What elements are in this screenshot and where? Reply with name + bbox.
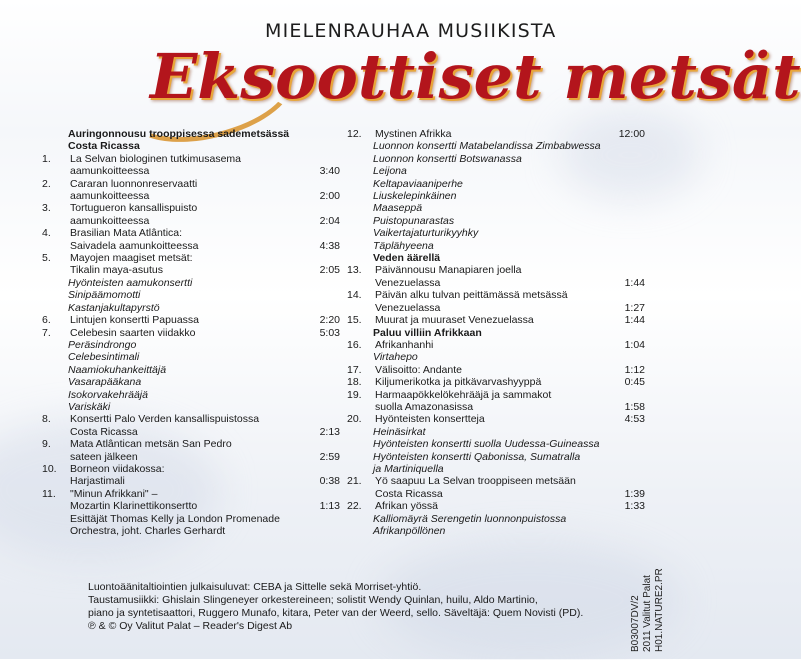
- tracklist-right-column: [345, 128, 645, 537]
- track-row: [345, 314, 645, 326]
- track-duration: [609, 389, 645, 401]
- track-number: 5.: [42, 252, 51, 265]
- track-subitem-text: Vasarapääkana: [68, 376, 142, 389]
- track-subitem-text: Hyönteisten aamukonsertti: [68, 276, 193, 289]
- track-number: 19.: [347, 388, 362, 401]
- track-number: [40, 264, 70, 276]
- track-title: Orchestra, joht. Charles Gerhardt: [70, 525, 226, 537]
- section-heading-text: Veden äärellä: [373, 252, 441, 265]
- track-subitem: [345, 240, 645, 252]
- track-subitem: [345, 153, 645, 165]
- track-number: 20.: [347, 413, 362, 426]
- track-title: sateen jälkeen: [70, 450, 138, 463]
- track-number: 6.: [42, 314, 51, 327]
- track-row: [40, 488, 340, 500]
- track-duration: 5:03: [319, 326, 340, 339]
- track-number: 16.: [347, 338, 362, 351]
- track-duration: [304, 513, 340, 525]
- tracklist-left-column: [40, 128, 340, 537]
- track-continuation-row: [40, 513, 340, 525]
- track-number: 11.: [42, 487, 56, 500]
- track-title: aamunkoitteessa: [70, 214, 150, 227]
- track-duration: [304, 413, 340, 425]
- track-title: Lintujen konsertti Papuassa: [70, 314, 199, 327]
- track-duration: 1:27: [624, 301, 645, 314]
- track-row: [345, 413, 645, 425]
- album-title: Eksoottiset metsät: [150, 40, 801, 113]
- track-duration: [304, 153, 340, 165]
- track-subitem: [345, 165, 645, 177]
- track-row: [40, 202, 340, 214]
- track-subitem-text: ja Martiniquella: [373, 462, 444, 475]
- track-continuation-row: [40, 426, 340, 438]
- series-subtitle: MIELENRAUHAA MUSIIKISTA: [265, 20, 557, 42]
- track-subitem: [345, 140, 645, 152]
- track-duration: [609, 289, 645, 301]
- track-number: [40, 240, 70, 252]
- track-subitem-text: Vaikertajaturturikyyhky: [373, 227, 479, 240]
- track-title: "Minun Afrikkani" –: [70, 487, 158, 500]
- track-subitem-text: Maaseppä: [373, 202, 423, 215]
- track-subitem-text: Kalliomäyrä Serengetin luonnonpuistossa: [373, 512, 567, 525]
- track-subitem-text: Peräsindrongo: [68, 338, 137, 351]
- track-subitem: [345, 202, 645, 214]
- track-row: [345, 339, 645, 351]
- track-continuation-row: [345, 277, 645, 289]
- track-title: Afrikan yössä: [375, 500, 439, 513]
- section-heading: [40, 140, 340, 152]
- track-row: [345, 376, 645, 388]
- track-duration: 1:58: [624, 400, 645, 413]
- track-continuation-row: [345, 488, 645, 500]
- track-continuation-row: [40, 525, 340, 537]
- track-number: 22.: [347, 500, 362, 513]
- catalog-product-code: H01.NATURE2.PR: [654, 568, 665, 652]
- track-row: [40, 252, 340, 264]
- track-number: [345, 401, 375, 413]
- track-number: [40, 426, 70, 438]
- track-duration: [304, 252, 340, 264]
- track-duration: 0:45: [624, 376, 645, 389]
- track-subitem-text: Virtahepo: [373, 351, 418, 364]
- track-duration: [304, 463, 340, 475]
- track-duration: [609, 264, 645, 276]
- track-number: [345, 302, 375, 314]
- catalog-code-vertical: [630, 568, 666, 652]
- credits-line: Taustamusiikki: Ghislain Slingeneyer orkestereineen; solistit Wendy Quinlan, huilu, Aldo Martinio,: [88, 594, 538, 606]
- track-title: Costa Ricassa: [70, 425, 138, 438]
- track-subitem-text: Keltapaviaaniperhe: [373, 177, 463, 190]
- track-subitem: [345, 451, 645, 463]
- track-subitem: [345, 426, 645, 438]
- track-duration: [304, 438, 340, 450]
- track-number: [40, 513, 70, 525]
- track-duration: 2:59: [319, 450, 340, 463]
- track-row: [40, 438, 340, 450]
- track-number: 12.: [347, 128, 362, 140]
- track-title: Muurat ja muuraset Venezuelassa: [375, 314, 534, 327]
- track-number: 8.: [42, 413, 51, 426]
- track-row: [345, 128, 645, 140]
- track-duration: 1:44: [624, 314, 645, 327]
- track-subitem-text: Sinipäämomotti: [68, 289, 141, 302]
- track-subitem: [345, 463, 645, 475]
- track-subitem-text: Hyönteisten konsertti Qabonissa, Sumatralla: [373, 450, 581, 463]
- track-subitem-text: Isokorvakehrääjä: [68, 388, 148, 401]
- track-subitem-text: Afrikanpöllönen: [373, 525, 446, 537]
- track-duration: 2:13: [319, 425, 340, 438]
- track-title: Esittäjät Thomas Kelly ja London Promenade: [70, 512, 280, 525]
- track-subitem: [40, 401, 340, 413]
- track-number: 18.: [347, 376, 362, 389]
- track-row: [40, 227, 340, 239]
- track-subitem: [345, 178, 645, 190]
- track-row: [345, 289, 645, 301]
- track-number: 9.: [42, 438, 51, 451]
- track-subitem-text: Puistopunarastas: [373, 214, 455, 227]
- track-number: 3.: [42, 202, 51, 215]
- track-continuation-row: [40, 264, 340, 276]
- track-duration: 2:04: [319, 214, 340, 227]
- track-title: Päivän alku tulvan peittämässä metsässä: [375, 289, 568, 302]
- track-subitem: [345, 438, 645, 450]
- track-number: 17.: [347, 363, 362, 376]
- track-row: [40, 463, 340, 475]
- track-title: Celebesin saarten viidakko: [70, 326, 196, 339]
- track-subitem: [40, 302, 340, 314]
- track-subitem: [40, 364, 340, 376]
- track-subitem: [345, 513, 645, 525]
- track-duration: [304, 178, 340, 190]
- section-heading: [345, 252, 645, 264]
- track-title: Kiljumerikotka ja pitkävarvashyyppä: [375, 376, 542, 389]
- track-title: Mystinen Afrikka: [375, 128, 452, 140]
- track-row: [345, 389, 645, 401]
- track-row: [40, 327, 340, 339]
- track-number: 21.: [347, 475, 362, 488]
- catalog-code: B03007DV/2: [630, 595, 641, 652]
- track-number: 15.: [347, 314, 362, 327]
- track-subitem-text: Kastanjakultapyrstö: [68, 301, 160, 314]
- track-duration: 1:04: [624, 338, 645, 351]
- track-title: Välisoitto: Andante: [375, 363, 462, 376]
- track-number: [40, 525, 70, 537]
- track-duration: 1:12: [624, 363, 645, 376]
- track-continuation-row: [40, 215, 340, 227]
- track-continuation-row: [40, 190, 340, 202]
- track-title: Harmaapökkelökehrääjä ja sammakot: [375, 388, 552, 401]
- track-number: 14.: [347, 289, 362, 302]
- track-duration: 2:05: [319, 264, 340, 277]
- track-subitem: [40, 339, 340, 351]
- track-subitem-text: Täplähyeena: [373, 239, 434, 252]
- track-row: [40, 413, 340, 425]
- track-number: [40, 165, 70, 177]
- track-number: 7.: [42, 326, 51, 339]
- track-duration: 0:38: [319, 475, 340, 488]
- track-subitem: [345, 227, 645, 239]
- track-duration: 2:20: [319, 314, 340, 327]
- track-number: 4.: [42, 227, 51, 240]
- track-number: 2.: [42, 177, 51, 190]
- credits-block: [88, 581, 628, 633]
- copyright-line: ℗ & © Oy Valitut Palat – Reader's Digest Ab: [88, 620, 293, 632]
- track-continuation-row: [40, 165, 340, 177]
- track-title: Mata Atlântican metsän San Pedro: [70, 438, 232, 451]
- track-duration: 1:13: [319, 500, 340, 513]
- credits-line: Luontoäänitaltiointien julkaisuluvat: CEBA ja Sittelle sekä Morriset-yhtiö.: [88, 581, 422, 593]
- track-row: [345, 500, 645, 512]
- track-title: Konsertti Palo Verden kansallispuistossa: [70, 413, 260, 426]
- track-duration: 3:40: [319, 165, 340, 178]
- track-subitem-text: Heinäsirkat: [373, 425, 426, 438]
- track-title: Cararan luonnonreservaatti: [70, 177, 198, 190]
- track-subitem-text: Liuskelepinkäinen: [373, 190, 457, 203]
- track-row: [40, 178, 340, 190]
- track-duration: [609, 475, 645, 487]
- section-heading-text: Paluu villiin Afrikkaan: [373, 326, 482, 339]
- track-duration: [304, 227, 340, 239]
- track-number: [345, 277, 375, 289]
- track-number: 13.: [347, 264, 362, 277]
- track-number: [40, 500, 70, 512]
- track-duration: 1:33: [624, 500, 645, 513]
- track-title: Hyönteisten konsertteja: [375, 413, 485, 426]
- track-title: Saivadela aamunkoitteessa: [70, 239, 199, 252]
- track-subitem: [345, 190, 645, 202]
- track-duration: 2:00: [319, 190, 340, 203]
- track-title: Costa Ricassa: [375, 487, 443, 500]
- track-duration: [304, 525, 340, 537]
- track-row: [40, 153, 340, 165]
- section-heading: [40, 128, 340, 140]
- track-subitem-text: Celebesintimali: [68, 351, 140, 364]
- track-title: Yö saapuu La Selvan trooppiseen metsään: [375, 475, 576, 488]
- track-row: [345, 264, 645, 276]
- track-number: [40, 190, 70, 202]
- track-subitem: [40, 289, 340, 301]
- track-title: Borneon viidakossa:: [70, 462, 165, 475]
- track-row: [345, 475, 645, 487]
- track-duration: [304, 202, 340, 214]
- track-continuation-row: [40, 451, 340, 463]
- section-heading: [345, 327, 645, 339]
- track-title: Tikalin maya-asutus: [70, 264, 163, 277]
- section-heading-text: Costa Ricassa: [68, 140, 140, 153]
- track-subitem-text: Variskäki: [68, 400, 111, 413]
- track-subitem-text: Luonnon konsertti Botswanassa: [373, 152, 522, 165]
- track-title: Mayojen maagiset metsät:: [70, 252, 193, 265]
- track-row: [40, 314, 340, 326]
- track-title: Tortugueron kansallispuisto: [70, 202, 198, 215]
- track-number: [40, 475, 70, 487]
- track-number: [40, 215, 70, 227]
- track-continuation-row: [40, 500, 340, 512]
- track-subitem-text: Leijona: [373, 165, 407, 178]
- track-number: 10.: [42, 462, 57, 475]
- track-subitem: [345, 351, 645, 363]
- track-title: aamunkoitteessa: [70, 165, 150, 178]
- track-subitem-text: Hyönteisten konsertti suolla Uudessa-Guineassa: [373, 438, 600, 451]
- track-subitem: [40, 389, 340, 401]
- track-number: [40, 451, 70, 463]
- track-row: [345, 364, 645, 376]
- track-subitem: [40, 376, 340, 388]
- track-subitem: [40, 277, 340, 289]
- track-subitem-text: Luonnon konsertti Matabelandissa Zimbabwessa: [373, 140, 601, 153]
- track-continuation-row: [345, 302, 645, 314]
- track-duration: 4:38: [319, 239, 340, 252]
- track-title: Päivännousu Manapiaren joella: [375, 264, 522, 277]
- track-title: suolla Amazonasissa: [375, 400, 474, 413]
- track-number: 1.: [42, 152, 51, 165]
- section-heading-text: Auringonnousu trooppisessa sademetsässä: [68, 128, 290, 140]
- catalog-year: 2011 Valitut Palat: [642, 575, 653, 652]
- track-title: Afrikanhanhi: [375, 338, 434, 351]
- track-continuation-row: [40, 240, 340, 252]
- track-number: [345, 488, 375, 500]
- track-title: Venezuelassa: [375, 276, 441, 289]
- track-title: aamunkoitteessa: [70, 190, 150, 203]
- track-duration: 4:53: [624, 413, 645, 426]
- track-title: Mozartin Klarinettikonsertto: [70, 500, 198, 513]
- track-duration: 1:44: [624, 276, 645, 289]
- track-title: Venezuelassa: [375, 301, 441, 314]
- track-subitem: [345, 215, 645, 227]
- track-title: Brasilian Mata Atlântica:: [70, 227, 183, 240]
- track-title: La Selvan biologinen tutkimusasema: [70, 152, 242, 165]
- track-duration: 12:00: [618, 128, 645, 140]
- track-continuation-row: [40, 475, 340, 487]
- track-subitem: [345, 525, 645, 537]
- credits-line: piano ja syntetisaattori, Ruggero Munafo, kitara, Peter van der Weerd, sello. Säveltäjä: Quem Novisti (PD).: [88, 607, 584, 619]
- track-continuation-row: [345, 401, 645, 413]
- track-duration: 1:39: [624, 487, 645, 500]
- track-subitem: [40, 351, 340, 363]
- track-title: Harjastimali: [70, 475, 125, 488]
- track-subitem-text: Naamiokuhankeittäjä: [68, 363, 167, 376]
- track-duration: [304, 488, 340, 500]
